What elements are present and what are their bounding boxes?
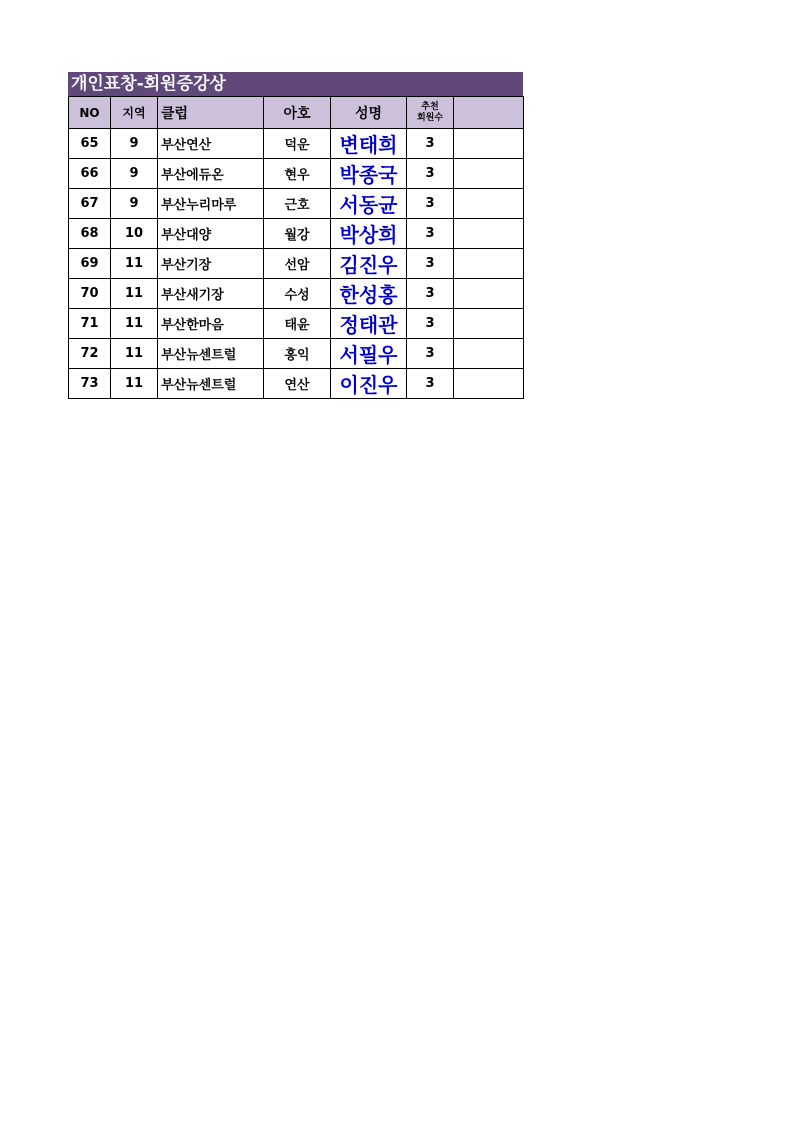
header-no: NO <box>69 97 111 129</box>
table-row <box>69 129 524 159</box>
cell-club: 부산뉴센트럴 <box>158 339 264 369</box>
cell-nickname: 근호 <box>264 189 331 219</box>
cell-recommend-count: 3 <box>407 129 454 159</box>
award-sheet <box>68 72 523 399</box>
header-name: 성명 <box>331 97 407 129</box>
cell-name: 변태희 <box>331 129 407 159</box>
cell-no: 65 <box>69 129 111 159</box>
cell-region: 11 <box>111 309 158 339</box>
cell-nickname: 현우 <box>264 159 331 189</box>
cell-recommend-count: 3 <box>407 159 454 189</box>
cell-extra <box>454 219 524 249</box>
cell-nickname: 덕운 <box>264 129 331 159</box>
cell-recommend-count: 3 <box>407 339 454 369</box>
table-row <box>69 219 524 249</box>
cell-extra <box>454 339 524 369</box>
cell-club: 부산누리마루 <box>158 189 264 219</box>
cell-region: 9 <box>111 159 158 189</box>
table-row <box>69 339 524 369</box>
cell-recommend-count: 3 <box>407 189 454 219</box>
cell-extra <box>454 279 524 309</box>
header-recommend-line1: 추천 <box>421 101 439 112</box>
cell-recommend-count: 3 <box>407 219 454 249</box>
cell-nickname: 수성 <box>264 279 331 309</box>
cell-no: 71 <box>69 309 111 339</box>
cell-name: 정태관 <box>331 309 407 339</box>
cell-nickname: 홍익 <box>264 339 331 369</box>
cell-name: 김진우 <box>331 249 407 279</box>
cell-no: 69 <box>69 249 111 279</box>
cell-extra <box>454 129 524 159</box>
cell-extra <box>454 369 524 399</box>
cell-name: 박상희 <box>331 219 407 249</box>
cell-region: 9 <box>111 129 158 159</box>
cell-no: 73 <box>69 369 111 399</box>
cell-region: 11 <box>111 279 158 309</box>
cell-name: 서동균 <box>331 189 407 219</box>
cell-region: 9 <box>111 189 158 219</box>
header-recommend-count <box>407 97 454 129</box>
cell-extra <box>454 249 524 279</box>
table-row <box>69 159 524 189</box>
cell-club: 부산한마음 <box>158 309 264 339</box>
cell-recommend-count: 3 <box>407 249 454 279</box>
table-row <box>69 189 524 219</box>
cell-nickname: 태윤 <box>264 309 331 339</box>
table-row <box>69 369 524 399</box>
header-club: 클럽 <box>158 97 264 129</box>
cell-name: 서필우 <box>331 339 407 369</box>
cell-extra <box>454 309 524 339</box>
cell-extra <box>454 189 524 219</box>
cell-recommend-count: 3 <box>407 279 454 309</box>
cell-no: 66 <box>69 159 111 189</box>
table-row <box>69 279 524 309</box>
cell-name: 한성홍 <box>331 279 407 309</box>
cell-club: 부산뉴센트럴 <box>158 369 264 399</box>
cell-region: 10 <box>111 219 158 249</box>
cell-nickname: 월강 <box>264 219 331 249</box>
header-extra <box>454 97 524 129</box>
cell-extra <box>454 159 524 189</box>
award-table <box>68 96 524 399</box>
cell-club: 부산기장 <box>158 249 264 279</box>
cell-club: 부산연산 <box>158 129 264 159</box>
cell-recommend-count: 3 <box>407 369 454 399</box>
cell-name: 이진우 <box>331 369 407 399</box>
cell-club: 부산대양 <box>158 219 264 249</box>
cell-recommend-count: 3 <box>407 309 454 339</box>
cell-nickname: 연산 <box>264 369 331 399</box>
cell-name: 박종국 <box>331 159 407 189</box>
table-row <box>69 249 524 279</box>
cell-region: 11 <box>111 369 158 399</box>
cell-no: 68 <box>69 219 111 249</box>
cell-nickname: 선암 <box>264 249 331 279</box>
cell-club: 부산에듀온 <box>158 159 264 189</box>
sheet-title: 개인표창-회원증강상 <box>68 72 523 96</box>
cell-club: 부산새기장 <box>158 279 264 309</box>
header-recommend-line2: 회원수 <box>416 112 444 123</box>
header-region: 지역 <box>111 97 158 129</box>
header-nickname: 아호 <box>264 97 331 129</box>
cell-no: 72 <box>69 339 111 369</box>
table-row <box>69 309 524 339</box>
cell-no: 67 <box>69 189 111 219</box>
cell-region: 11 <box>111 249 158 279</box>
cell-no: 70 <box>69 279 111 309</box>
header-row <box>69 97 524 129</box>
cell-region: 11 <box>111 339 158 369</box>
